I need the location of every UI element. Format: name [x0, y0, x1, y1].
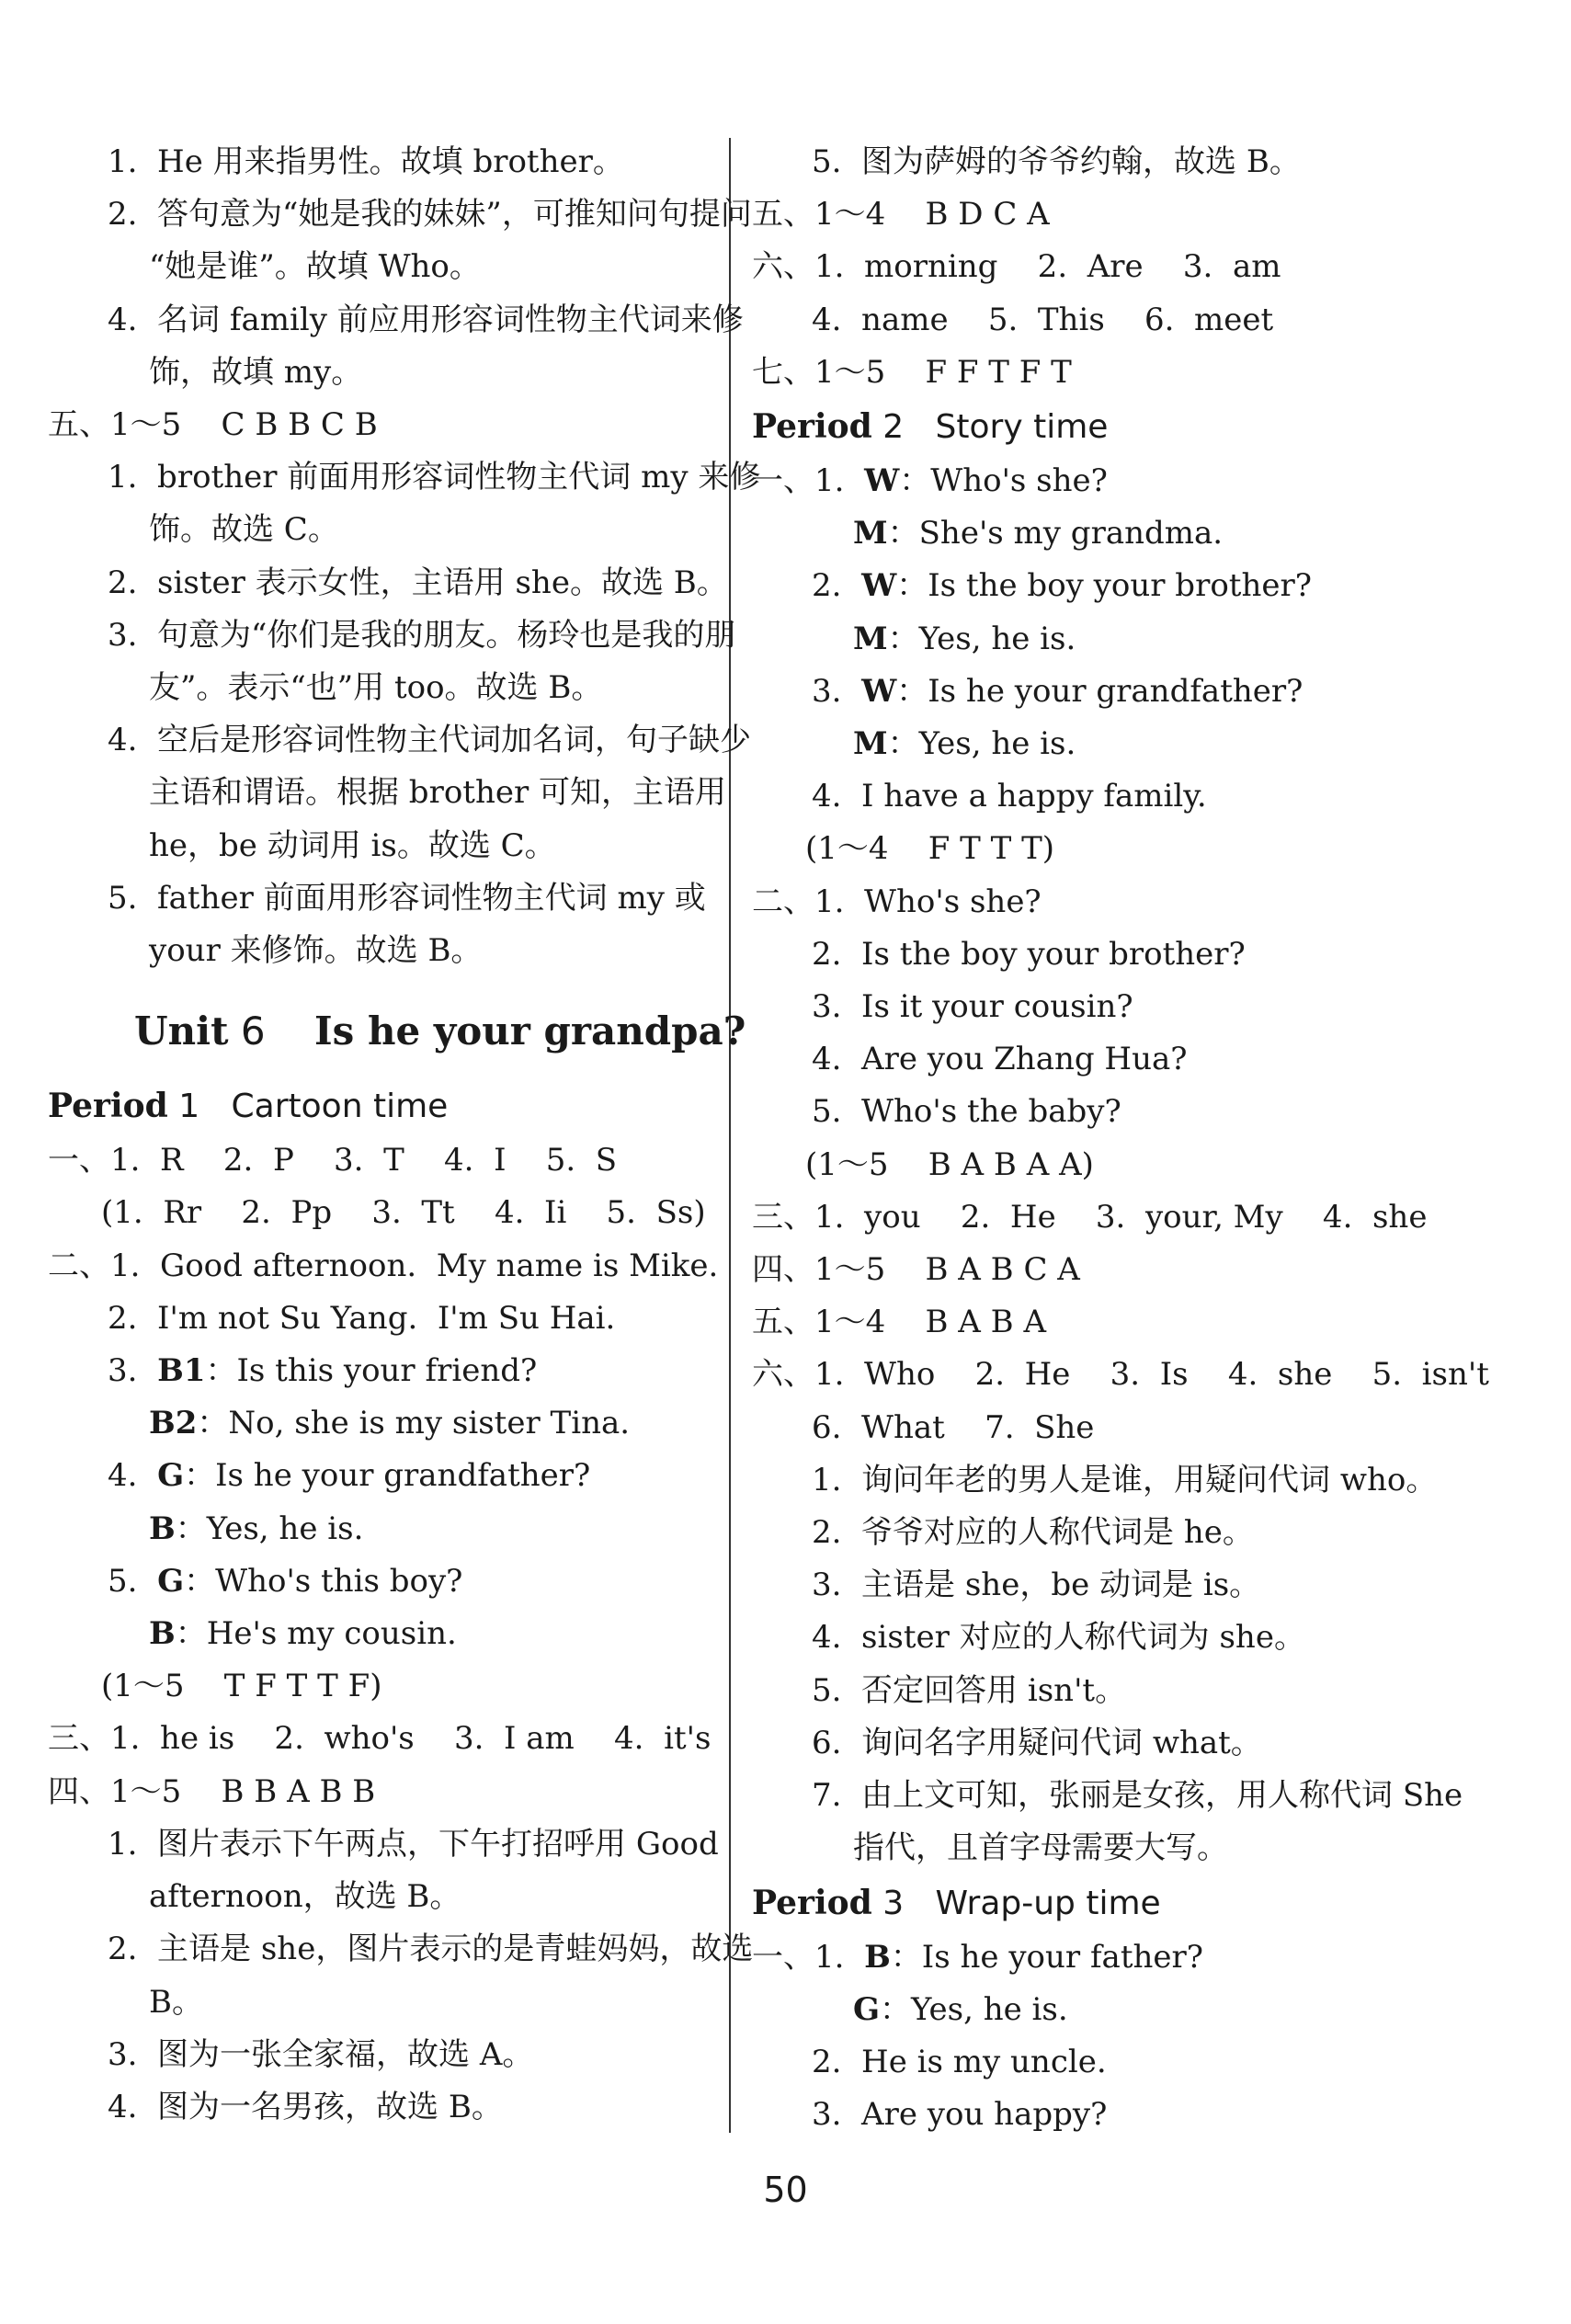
dialogue-line: 5. G：Who's this boy? — [108, 1562, 463, 1600]
answer-line: 5. father 前面用形容词性物主代词 my 或 — [108, 879, 706, 917]
dialogue-line: G：Yes, he is. — [853, 1990, 1068, 2028]
dialogue-line: B：Yes, he is. — [149, 1509, 364, 1547]
answer-line: 饰。故选 C。 — [149, 511, 339, 549]
dialogue-line: B：He's my cousin. — [149, 1615, 457, 1653]
dialogue-line: 一、1. W：Who's she? — [752, 462, 1108, 500]
answer-line: 3. 图为一张全家福，故选 A。 — [108, 2035, 534, 2073]
answer-line: your 来修饰。故选 B。 — [149, 932, 483, 970]
answer-line: 4. 图为一名男孩，故选 B。 — [108, 2088, 503, 2125]
dialogue-line: 3. W：Is he your grandfather? — [812, 672, 1303, 710]
column-divider — [729, 138, 731, 2133]
period-heading: Period 2 Story time — [752, 407, 1109, 447]
section-heading: 五、1～5 C B B C B — [48, 406, 378, 444]
answer-line: 6. What 7. She — [812, 1408, 1095, 1446]
answer-line: (1～5 B A B A A) — [805, 1145, 1094, 1183]
answer-line: 二、1. Who's she? — [752, 883, 1042, 920]
dialogue-line: 2. W：Is the boy your brother? — [812, 567, 1312, 605]
dialogue-line: M：She's my grandma. — [853, 515, 1224, 553]
answer-line: 5. 否定回答用 isn't。 — [812, 1671, 1127, 1709]
answer-line: 主语和谓语。根据 brother 可知，主语用 — [149, 774, 727, 812]
dialogue-line: 一、1. B：Is he your father? — [752, 1938, 1203, 1976]
unit-title: Unit 6 Is he your grandpa? — [134, 1008, 746, 1054]
dialogue-line: M：Yes, he is. — [853, 620, 1076, 657]
answer-line: (1. Rr 2. Pp 3. Tt 4. Ii 5. Ss) — [101, 1194, 706, 1232]
answer-line: 饰，故填 my。 — [149, 353, 363, 391]
answer-line: 2. 爷爷对应的人称代词是 he。 — [812, 1514, 1254, 1552]
section-heading: 五、1～4 B A B A — [752, 1304, 1046, 1341]
answer-line: 一、1. R 2. P 3. T 4. I 5. S — [48, 1142, 618, 1179]
answer-line: 六、1. morning 2. Are 3. am — [752, 248, 1281, 286]
answer-line: 三、1. you 2. He 3. your, My 4. she — [752, 1198, 1428, 1236]
dialogue-line: 4. G：Is he your grandfather? — [108, 1457, 591, 1495]
answer-line: 三、1. he is 2. who's 3. I am 4. it's — [48, 1720, 712, 1758]
answer-line: 六、1. Who 2. He 3. Is 4. she 5. isn't — [752, 1356, 1489, 1394]
answer-line: 1. 图片表示下午两点，下午打招呼用 Good — [108, 1825, 719, 1863]
answer-line: 5. Who's the baby? — [812, 1093, 1121, 1131]
dialogue-line: 3. B1：Is this your friend? — [108, 1352, 538, 1390]
answer-line: 6. 询问名字用疑问代词 what。 — [812, 1724, 1262, 1761]
section-heading: 七、1～5 F F T F T — [752, 353, 1072, 391]
section-heading: 四、1～5 B A B C A — [752, 1251, 1080, 1289]
dialogue-line: M：Yes, he is. — [853, 725, 1076, 763]
answer-line: 5. 图为萨姆的爷爷约翰，故选 B。 — [812, 143, 1301, 180]
period-heading: Period 1 Cartoon time — [48, 1087, 449, 1126]
answer-line: 4. I have a happy family. — [812, 778, 1207, 815]
answer-line: 1. He 用来指男性。故填 brother。 — [108, 143, 624, 180]
answer-line: 4. 空后是形容词性物主代词加名词，句子缺少 — [108, 722, 752, 759]
answer-line: 3. 句意为“你们是我的朋友。杨玲也是我的朋 — [108, 616, 736, 654]
answer-line: 3. 主语是 she，be 动词是 is。 — [812, 1566, 1261, 1604]
answer-line: 2. Is the boy your brother? — [812, 935, 1246, 973]
answer-line: 4. sister 对应的人称代词为 she。 — [812, 1619, 1305, 1657]
left-column — [48, 136, 761, 2134]
answer-line: 4. 名词 family 前应用形容词性物主代词来修 — [108, 301, 744, 338]
page-number: 50 — [763, 2170, 808, 2210]
answer-line: 二、1. Good afternoon. My name is Mike. — [48, 1247, 719, 1284]
dialogue-line: B2：No, she is my sister Tina. — [149, 1405, 631, 1442]
section-heading: 四、1～5 B B A B B — [48, 1772, 376, 1810]
answer-line: 1. 询问年老的男人是谁，用疑问代词 who。 — [812, 1461, 1438, 1498]
right-column — [752, 136, 1524, 2141]
answer-line: he，be 动词用 is。故选 C。 — [149, 826, 556, 864]
answer-line: 2. He is my uncle. — [812, 2043, 1107, 2080]
answer-line: 友”。表示“也”用 too。故选 B。 — [149, 669, 603, 707]
answer-line: 3. Is it your cousin? — [812, 988, 1133, 1026]
answer-line: (1～4 F T T T) — [805, 830, 1055, 868]
answer-line: 2. sister 表示女性，主语用 she。故选 B。 — [108, 564, 728, 601]
answer-line: B。 — [149, 1983, 203, 2021]
answer-line: 3. Are you happy? — [812, 2096, 1108, 2134]
answer-line: 4. name 5. This 6. meet — [812, 301, 1274, 338]
section-heading: 五、1～4 B D C A — [752, 196, 1050, 234]
answer-line: 4. Are you Zhang Hua? — [812, 1041, 1188, 1078]
answer-line: 2. 主语是 she，图片表示的是青蛙妈妈，故选 — [108, 1931, 754, 1968]
answer-line: “她是谁”。故填 Who。 — [149, 248, 481, 286]
answer-line: 指代，且首字母需要大写。 — [853, 1829, 1228, 1867]
answer-line: 2. 答句意为“她是我的妹妹”，可推知问句提问 — [108, 196, 752, 234]
period-heading: Period 3 Wrap-up time — [752, 1883, 1161, 1922]
answer-line: 7. 由上文可知，张丽是女孩，用人称代词 She — [812, 1777, 1463, 1815]
answer-line: (1～5 T F T T F) — [101, 1668, 382, 1705]
answer-line: 2. I'm not Su Yang. I'm Su Hai. — [108, 1299, 616, 1337]
answer-line: 1. brother 前面用形容词性物主代词 my 来修 — [108, 459, 761, 496]
answer-line: afternoon，故选 B。 — [149, 1878, 461, 1916]
